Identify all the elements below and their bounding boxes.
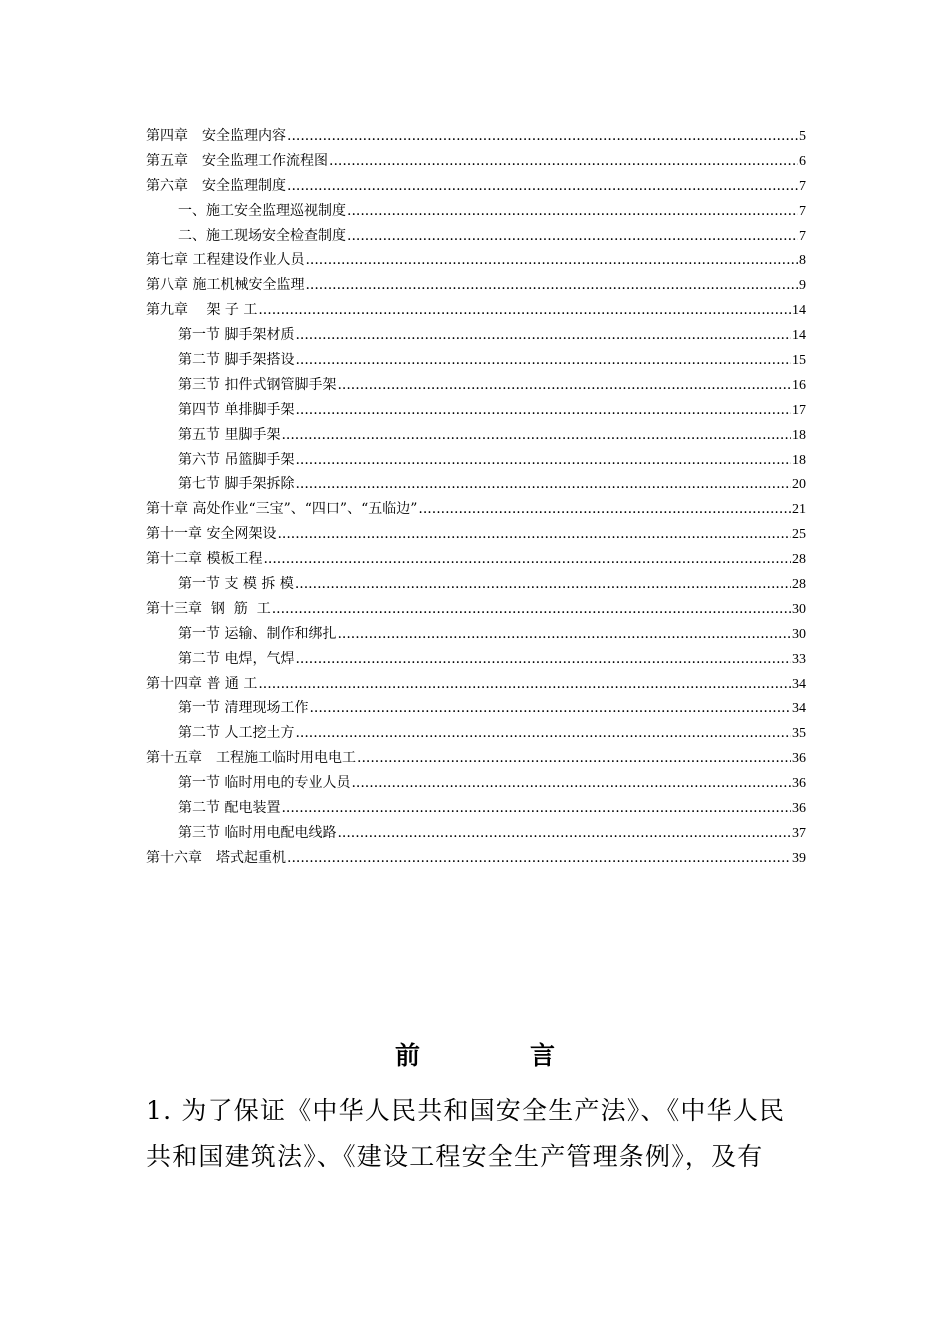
toc-dot-leader <box>337 821 791 846</box>
toc-dot-leader <box>277 522 791 547</box>
toc-entry[interactable] <box>146 821 806 846</box>
toc-entry-prefix: 第十三章 <box>146 600 202 617</box>
toc-entry-prefix: 第十章 <box>146 501 188 518</box>
toc-page-number: 6 <box>799 153 806 169</box>
toc-page-number: 35 <box>792 726 806 742</box>
toc-entry-title: 一、施工安全监理巡视制度 <box>178 202 346 219</box>
toc-entry[interactable] <box>146 398 806 423</box>
toc-dot-leader <box>295 348 791 373</box>
toc-dot-leader <box>295 398 791 423</box>
toc-dot-leader <box>258 672 791 697</box>
toc-dot-leader <box>263 547 791 572</box>
toc-entry[interactable] <box>146 224 806 249</box>
toc-entry-title: 运输、制作和绑扎 <box>220 625 337 642</box>
toc-entry-prefix: 第七节 <box>178 476 220 493</box>
toc-entry[interactable] <box>146 348 806 373</box>
toc-entry-prefix: 第五节 <box>178 426 220 443</box>
toc-entry[interactable] <box>146 696 806 721</box>
toc-dot-leader <box>337 622 791 647</box>
toc-entry[interactable] <box>146 323 806 348</box>
toc-page-number: 18 <box>792 452 806 468</box>
toc-entry-prefix: 第一节 <box>178 775 220 792</box>
preface-title-char-1: 前 <box>394 1041 420 1070</box>
toc-page-number: 9 <box>799 278 806 294</box>
toc-page-number: 5 <box>799 129 806 144</box>
toc-entry-prefix: 第五章 <box>146 152 188 169</box>
toc-entry-prefix: 第一节 <box>178 576 220 593</box>
toc-dot-leader <box>347 199 798 224</box>
toc-page-number: 33 <box>792 651 806 667</box>
toc-entry[interactable] <box>146 771 806 796</box>
toc-dot-leader <box>295 572 791 597</box>
toc-page-number: 21 <box>792 502 806 518</box>
preface-line-1: 1. 为了保证《中华人民共和国安全生产法》、《中华人民 <box>146 1096 786 1125</box>
toc-entry-title: 临时用电配电线路 <box>220 824 337 841</box>
toc-entry[interactable] <box>146 846 806 871</box>
toc-entry-title: 架 子 工 <box>188 302 258 319</box>
toc-dot-leader <box>295 721 791 746</box>
toc-entry[interactable] <box>146 647 806 672</box>
toc-entry[interactable] <box>146 746 806 771</box>
toc-entry-title: 脚手架拆除 <box>220 476 295 493</box>
toc-entry[interactable] <box>146 522 806 547</box>
toc-dot-leader <box>295 647 791 672</box>
toc-entry-title: 二、施工现场安全检查制度 <box>178 227 346 244</box>
toc-dot-leader <box>351 771 791 796</box>
toc-page-number: 7 <box>799 203 806 219</box>
toc-page-number: 39 <box>792 850 806 866</box>
toc-entry[interactable] <box>146 597 806 622</box>
toc-entry-prefix: 第一节 <box>178 700 220 717</box>
toc-entry[interactable] <box>146 572 806 597</box>
toc-page-number: 25 <box>792 527 806 543</box>
toc-dot-leader <box>281 423 791 448</box>
toc-entry-prefix: 第四章 <box>146 128 188 144</box>
toc-entry-title: 施工机械安全监理 <box>188 277 305 294</box>
toc-dot-leader <box>357 746 791 771</box>
toc-entry[interactable] <box>146 273 806 298</box>
toc-page-number: 28 <box>792 552 806 568</box>
toc-entry[interactable] <box>146 796 806 821</box>
toc-entry-prefix: 第三节 <box>178 376 220 393</box>
toc-entry-title: 配电装置 <box>220 800 281 817</box>
toc-entry-title: 高处作业“三宝”、“四口”、“五临边” <box>188 501 418 518</box>
toc-entry-prefix: 第四节 <box>178 401 220 418</box>
toc-dot-leader <box>281 796 791 821</box>
toc-entry-title: 单排脚手架 <box>220 401 295 418</box>
toc-entry[interactable] <box>146 672 806 697</box>
toc-page-number: 14 <box>792 328 806 344</box>
preface-line-2: 共和国建筑法》、《建设工程安全生产管理条例》，及有 <box>146 1142 764 1171</box>
toc-page-number: 30 <box>792 601 806 617</box>
toc-entry-prefix: 第十二章 <box>146 551 202 568</box>
toc-entry-title: 扣件式钢管脚手架 <box>220 376 337 393</box>
toc-entry[interactable] <box>146 721 806 746</box>
toc-entry-title: 钢 筋 工 <box>202 600 271 617</box>
toc-entry-title: 模板工程 <box>202 551 263 568</box>
toc-entry-prefix: 第十五章 <box>146 750 202 767</box>
toc-entry[interactable] <box>146 423 806 448</box>
toc-page-number: 7 <box>799 178 806 194</box>
toc-entry-title: 清理现场工作 <box>220 700 309 717</box>
toc-entry-title: 安全监理制度 <box>188 177 286 194</box>
toc-page-number: 37 <box>792 825 806 841</box>
toc-page-number: 8 <box>799 253 806 269</box>
toc-dot-leader <box>305 273 798 298</box>
toc-dot-leader <box>295 323 791 348</box>
toc-entry[interactable] <box>146 547 806 572</box>
toc-page-number: 28 <box>792 577 806 593</box>
toc-dot-leader <box>309 696 791 721</box>
toc-dot-leader <box>418 497 791 522</box>
toc-page-number: 20 <box>792 477 806 493</box>
toc-page-number: 18 <box>792 427 806 443</box>
toc-dot-leader <box>295 448 791 473</box>
toc-dot-leader <box>272 597 791 622</box>
toc-page-number: 30 <box>792 626 806 642</box>
toc-entry-prefix: 第一节 <box>178 327 220 344</box>
toc-entry-title: 普 通 工 <box>202 675 258 692</box>
toc-entry-prefix: 第一节 <box>178 625 220 642</box>
toc-dot-leader <box>329 149 798 174</box>
toc-page-number: 14 <box>792 303 806 319</box>
toc-entry-title: 工程建设作业人员 <box>188 252 305 269</box>
toc-dot-leader <box>305 248 798 273</box>
toc-page-number: 7 <box>799 228 806 244</box>
toc-page-number: 36 <box>792 776 806 792</box>
toc-entry-prefix: 第九章 <box>146 302 188 319</box>
toc-page-number: 16 <box>792 377 806 393</box>
toc-entry[interactable] <box>146 472 806 497</box>
table-of-contents <box>146 124 806 871</box>
toc-dot-leader <box>258 298 791 323</box>
preface-title-char-2: 言 <box>530 1041 556 1070</box>
toc-entry-prefix: 第三节 <box>178 824 220 841</box>
toc-entry-prefix: 第十一章 <box>146 526 202 543</box>
toc-page-number: 15 <box>792 353 806 369</box>
toc-dot-leader <box>347 224 798 249</box>
toc-entry-title: 安全监理内容 <box>188 128 286 144</box>
toc-entry[interactable] <box>146 373 806 398</box>
toc-entry-title: 里脚手架 <box>220 426 281 443</box>
toc-entry-title: 临时用电的专业人员 <box>220 775 351 792</box>
toc-entry[interactable] <box>146 199 806 224</box>
toc-entry-title: 支 模 拆 模 <box>220 576 294 593</box>
toc-entry[interactable] <box>146 124 806 149</box>
toc-page-number: 34 <box>792 701 806 717</box>
toc-dot-leader <box>287 846 791 871</box>
toc-entry-title: 安全网架设 <box>202 526 277 543</box>
toc-dot-leader <box>287 124 798 149</box>
toc-entry[interactable] <box>146 174 806 199</box>
toc-page-number: 17 <box>792 402 806 418</box>
toc-entry-prefix: 第二节 <box>178 650 220 667</box>
toc-entry[interactable] <box>146 497 806 522</box>
toc-entry[interactable] <box>146 248 806 273</box>
toc-entry-prefix: 第二节 <box>178 725 220 742</box>
toc-page-number: 36 <box>792 801 806 817</box>
toc-entry-title: 脚手架搭设 <box>220 352 295 369</box>
toc-entry[interactable] <box>146 149 806 174</box>
toc-entry-prefix: 第六节 <box>178 451 220 468</box>
toc-entry-title: 人工挖土方 <box>220 725 295 742</box>
toc-entry-prefix: 第十四章 <box>146 675 202 692</box>
toc-entry-prefix: 第六章 <box>146 177 188 194</box>
toc-dot-leader <box>337 373 791 398</box>
toc-entry-prefix: 第十六章 <box>146 849 202 866</box>
toc-entry[interactable] <box>146 448 806 473</box>
preface-title <box>0 1036 950 1072</box>
toc-entry-title: 塔式起重机 <box>202 849 286 866</box>
toc-entry-prefix: 第二节 <box>178 800 220 817</box>
toc-entry-title: 电焊，气焊 <box>220 650 295 667</box>
toc-page-number: 36 <box>792 751 806 767</box>
toc-entry[interactable] <box>146 622 806 647</box>
toc-page-number: 34 <box>792 676 806 692</box>
toc-entry[interactable] <box>146 298 806 323</box>
toc-entry-title: 安全监理工作流程图 <box>188 152 328 169</box>
preface-body <box>146 1088 806 1180</box>
toc-dot-leader <box>295 472 791 497</box>
toc-dot-leader <box>287 174 798 199</box>
toc-entry-prefix: 第二节 <box>178 352 220 369</box>
toc-entry-title: 工程施工临时用电电工 <box>202 750 356 767</box>
preface-paragraph <box>146 1088 806 1180</box>
toc-entry-title: 吊篮脚手架 <box>220 451 295 468</box>
toc-entry-prefix: 第八章 <box>146 277 188 294</box>
toc-entry-title: 脚手架材质 <box>220 327 295 344</box>
toc-entry-prefix: 第七章 <box>146 252 188 269</box>
